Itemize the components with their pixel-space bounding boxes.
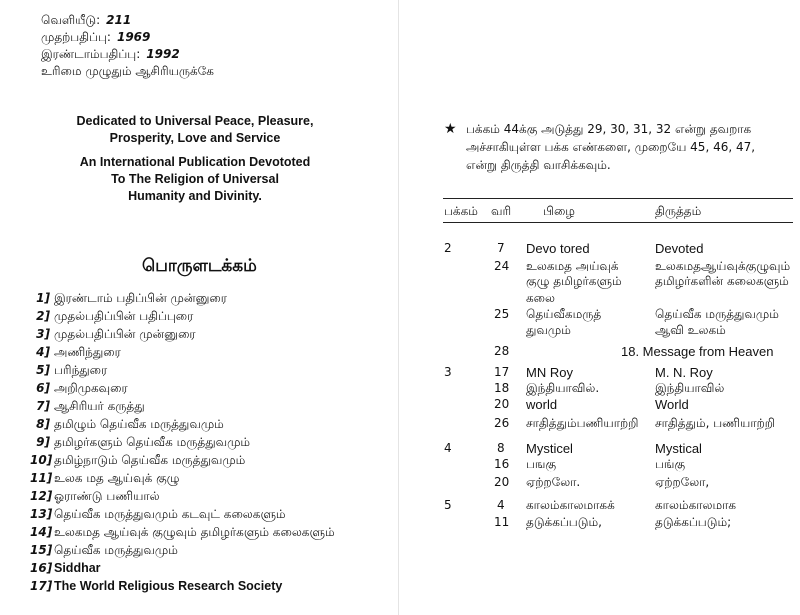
errata-correction-cell: இந்தியாவில் <box>655 381 725 395</box>
toc-item: 16] Siddhar <box>30 561 101 575</box>
errata-correction-cell: ஆவி உலகம் <box>655 323 726 337</box>
errata-page-cell: 4 <box>444 441 452 455</box>
toc-item: 7] ஆசிரியர் கருத்து <box>36 399 145 413</box>
errata-line-cell: 20 <box>494 475 510 489</box>
errata-correction-cell: சாதித்தும், பணியாற்றி <box>655 416 776 430</box>
errata-page-cell: 3 <box>444 365 452 379</box>
errata-error-cell: பஙகு <box>526 457 557 471</box>
toc-item: 5] பரிந்துரை <box>36 363 108 377</box>
errata-correction-cell: Mystical <box>655 441 702 456</box>
errata-correction-cell: M. N. Roy <box>655 365 713 380</box>
errata-error-cell: இந்தியாவில். <box>526 381 600 395</box>
publication-number: வெளியீடு: 211 <box>41 13 132 27</box>
toc-item: 10] தமிழ்நாடும் தெய்வீக மருத்துவமும் <box>30 453 246 467</box>
first-edition: முதற்பதிப்பு: 1969 <box>41 30 151 44</box>
errata-correction-cell: 18. Message from Heaven <box>621 344 774 359</box>
errata-error-cell: உலகமத அய்வுக் <box>526 259 619 273</box>
errata-correction-cell: Devoted <box>655 241 704 256</box>
errata-line-cell: 11 <box>494 515 510 529</box>
errata-line-cell: 20 <box>494 397 510 411</box>
errata-error-cell: துவமும் <box>526 323 571 337</box>
errata-error-cell: சாதித்தும்பணியாற்றி <box>526 416 639 430</box>
errata-error-cell: world <box>526 397 558 412</box>
toc-item: 15] தெய்வீக மருத்துவமும் <box>30 543 178 557</box>
errata-page-cell: 5 <box>444 498 452 512</box>
errata-error-cell: குழு தமிழர்களும் <box>526 274 622 288</box>
toc-item: 4] அணிந்துரை <box>36 345 121 359</box>
errata-page-cell: 2 <box>444 241 452 255</box>
errata-error-cell: தெய்வீகமருத் <box>526 307 602 321</box>
dedication-line: To The Religion of Universal <box>111 172 279 186</box>
errata-error-cell: ஏற்றலோ. <box>526 475 581 489</box>
errata-error-cell: கலை <box>526 291 555 305</box>
errata-correction-cell: தெய்வீக மருத்துவமும் <box>655 307 779 321</box>
second-edition: இரண்டாம்பதிப்பு: 1992 <box>41 47 180 61</box>
errata-correction-cell: தமிழர்களின் கலைகளும் <box>655 274 789 288</box>
errata-error-cell: காலம்காலமாகக் <box>526 498 615 512</box>
toc-item: 11] உலக மத ஆய்வுக் குழு <box>30 471 180 485</box>
page-fold <box>398 0 399 615</box>
page-number-note <box>466 120 755 174</box>
errata-line-cell: 4 <box>497 498 505 512</box>
errata-correction-cell: பங்கு <box>655 457 686 471</box>
errata-correction-cell: தடுக்கப்படும்; <box>655 515 732 529</box>
toc-item: 17] The World Religious Research Society <box>30 579 283 593</box>
star-icon: ★ <box>444 121 457 137</box>
errata-line-cell: 18 <box>494 381 510 395</box>
errata-header-rule <box>443 222 793 223</box>
toc-item: 3] முதல்பதிப்பின் முன்னுரை <box>36 327 196 341</box>
toc-item: 8] தமிழும் தெய்வீக மருத்துவமும் <box>36 417 224 431</box>
errata-line-cell: 8 <box>497 441 505 455</box>
toc-item: 9] தமிழர்களும் தெய்வீக மருத்துவமும் <box>36 435 251 449</box>
toc-item: 6] அறிமுகவுரை <box>36 381 128 395</box>
errata-top-rule <box>443 198 793 199</box>
errata-line-cell: 17 <box>494 365 510 379</box>
toc-item: 13] தெய்வீக மருத்துவமும் கடவுட் கலைகளும் <box>30 507 286 521</box>
toc-item: 1] இரண்டாம் பதிப்பின் முன்னுரை <box>36 291 227 305</box>
toc-item: 14] உலகமத ஆய்வுக் குழுவும் தமிழர்களும் கலைகளும் <box>30 525 335 539</box>
errata-error-cell: Devo tored <box>526 241 590 256</box>
errata-correction-cell: ஏற்றலோ, <box>655 475 710 489</box>
toc-item: 12] ஓராண்டு பணியால் <box>30 489 160 503</box>
header-page: பக்கம் <box>444 204 478 218</box>
errata-line-cell: 25 <box>494 307 510 321</box>
errata-error-cell: MN Roy <box>526 365 573 380</box>
dedication-line: Dedicated to Universal Peace, Pleasure, <box>76 114 314 128</box>
dedication-line: Prosperity, Love and Service <box>109 131 281 145</box>
note-line: அச்சாகியுள்ள பக்க எண்களை, முறையே 45, 46, 47, <box>466 140 756 154</box>
errata-correction-cell: காலம்காலமாக <box>655 498 737 512</box>
header-correction: திருத்தம் <box>655 204 702 218</box>
dedication-line: An International Publication Devototed <box>79 155 311 169</box>
note-line: என்று திருத்தி வாசிக்கவும். <box>466 158 611 172</box>
errata-error-cell: Mysticel <box>526 441 573 456</box>
errata-correction-cell: உலகமதஆய்வுக்குழுவும் <box>655 259 791 273</box>
errata-line-cell: 16 <box>494 457 510 471</box>
errata-error-cell: தடுக்கப்படும், <box>526 515 602 529</box>
dedication-line: Humanity and Divinity. <box>128 189 262 203</box>
errata-line-cell: 24 <box>494 259 510 273</box>
errata-line-cell: 28 <box>494 344 510 358</box>
note-line: பக்கம் 44க்கு அடுத்து 29, 30, 31, 32 என்று தவறாக <box>466 122 752 136</box>
table-of-contents <box>30 289 335 595</box>
errata-correction-cell: World <box>655 397 689 412</box>
header-error: பிழை <box>543 204 575 218</box>
errata-line-cell: 26 <box>494 416 510 430</box>
header-line: வரி <box>491 204 512 218</box>
toc-item: 2] முதல்பதிப்பின் பதிப்புரை <box>36 309 194 323</box>
copyright-line: உரிமை முழுதும் ஆசிரியருக்கே <box>41 64 214 78</box>
errata-line-cell: 7 <box>497 241 505 255</box>
contents-title: பொருளடக்கம் <box>142 256 257 276</box>
